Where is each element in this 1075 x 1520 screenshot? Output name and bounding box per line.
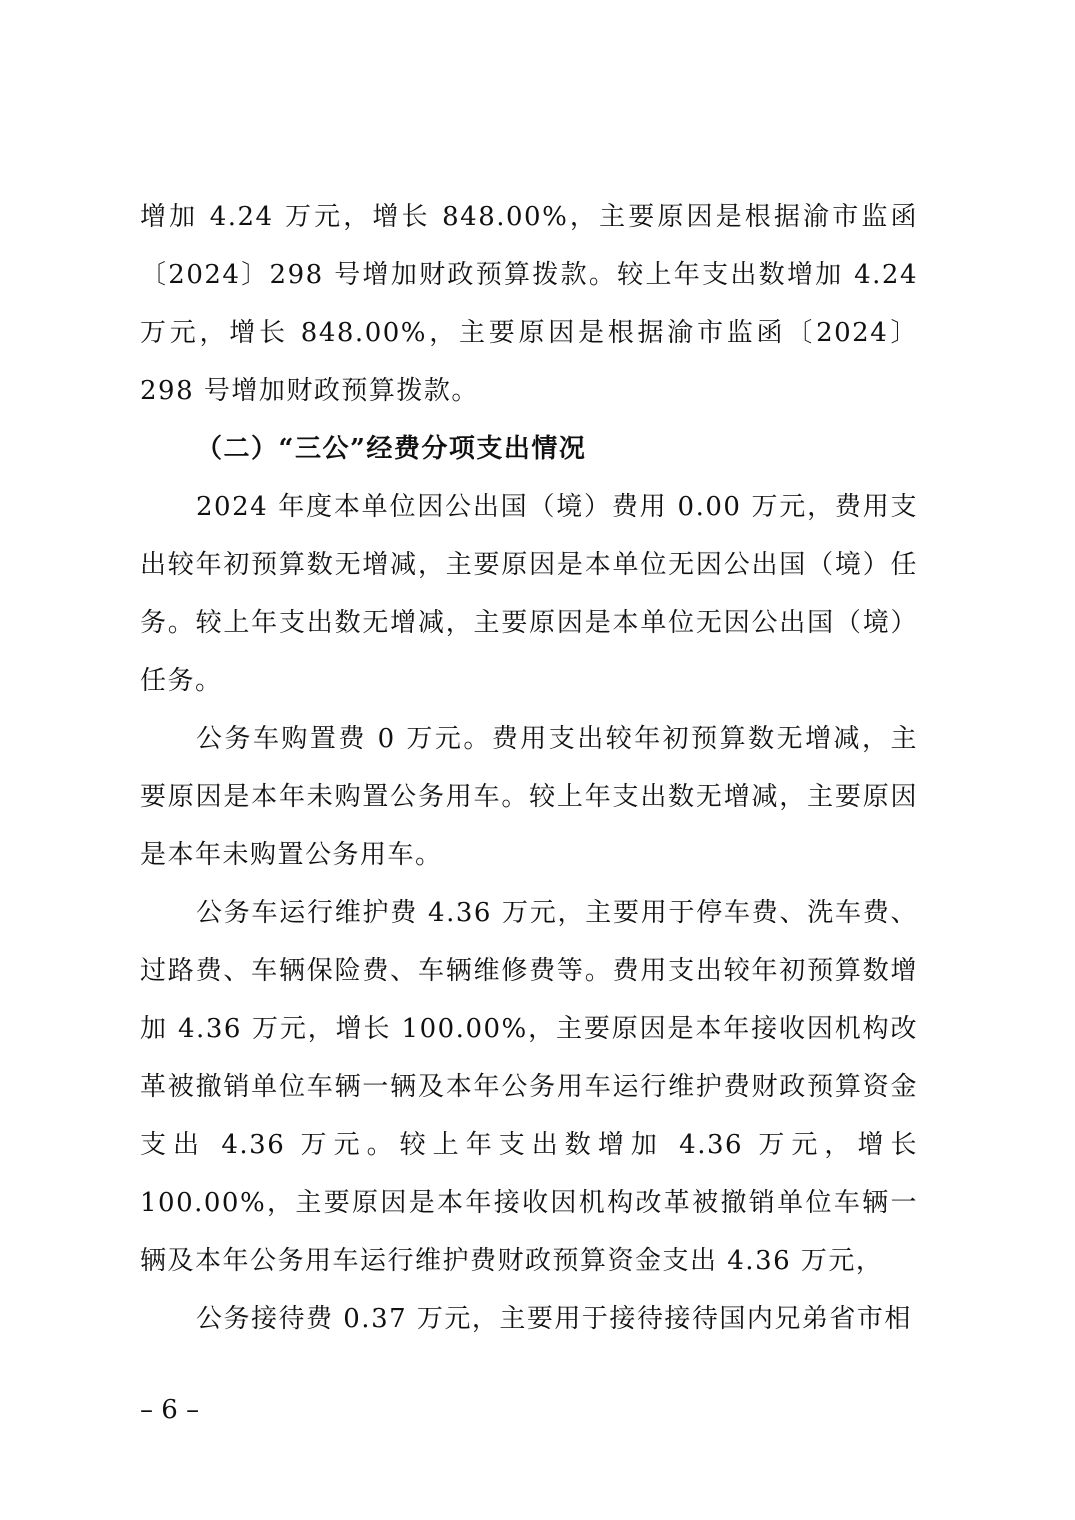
paragraph-continuation: 增加 4.24 万元，增长 848.00%，主要原因是根据渝市监函〔2024〕298 号增加财政预算拨款。较上年支出数增加 4.24 万元，增长 848.00%，主要原因是根据渝市监函〔2024〕298 号增加财政预算拨款。 bbox=[140, 202, 918, 406]
paragraph-reception: 公务接待费 0.37 万元，主要用于接待接待国内兄弟省市相 bbox=[196, 1304, 912, 1334]
paragraph-overseas-travel: 2024 年度本单位因公出国（境）费用 0.00 万元，费用支出较年初预算数无增减，主要原因是本单位无因公出国（境）任务。较上年支出数无增减，主要原因是本单位无因公出国（境）任务。 bbox=[140, 492, 918, 696]
page-number: – 6 – bbox=[140, 1395, 200, 1425]
paragraph-vehicle-purchase: 公务车购置费 0 万元。费用支出较年初预算数无增减，主要原因是本年未购置公务用车。较上年支出数无增减，主要原因是本年未购置公务用车。 bbox=[140, 724, 918, 870]
document-body bbox=[140, 188, 918, 1348]
paragraph-vehicle-maintenance: 公务车运行维护费 4.36 万元，主要用于停车费、洗车费、过路费、车辆保险费、车辆维修费等。费用支出较年初预算数增加 4.36 万元，增长 100.00%，主要原因是本年接收因机构改革被撤销单位车辆一辆及本年公务用车运行维护费财政预算资金支出 4.36 万元。较上年支出数增加 4.36 万元，增长 100.00%，主要原因是本年接收因机构改革被撤销单位车辆一辆及本年公务用车运行维护费财政预算资金支出 4.36 万元， bbox=[140, 898, 918, 1276]
section-heading: （二）“三公”经费分项支出情况 bbox=[196, 434, 587, 464]
